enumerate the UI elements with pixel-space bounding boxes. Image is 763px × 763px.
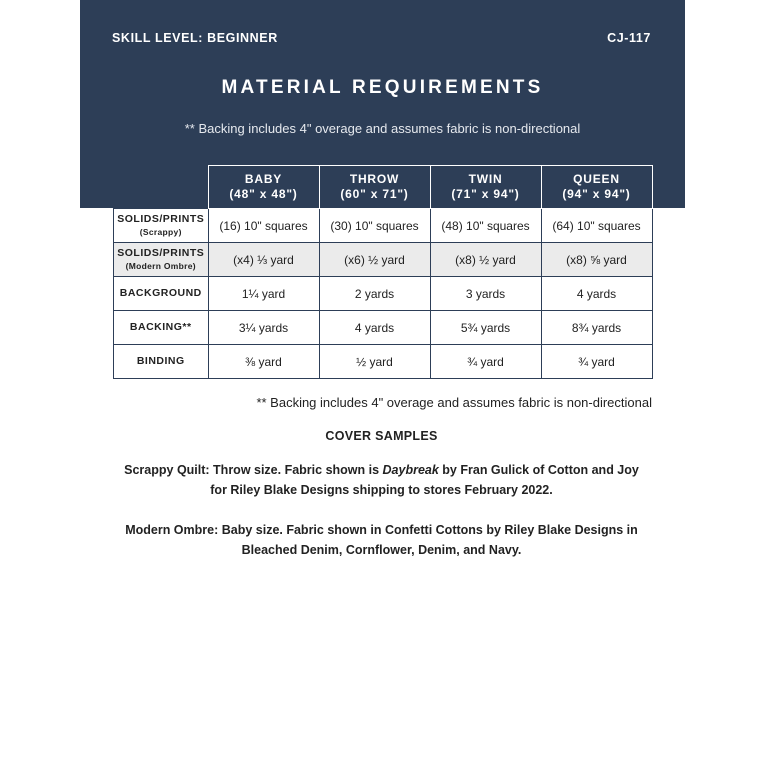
table-cell: 5¾ yards xyxy=(430,311,541,345)
table-cell: 8¾ yards xyxy=(541,311,652,345)
table-cell: 2 yards xyxy=(319,277,430,311)
row-label-sub: (Modern Ombre) xyxy=(125,260,196,271)
table-cell: ¾ yard xyxy=(541,345,652,379)
column-name: THROW xyxy=(349,172,400,186)
table-cell: (x8) ½ yard xyxy=(430,243,541,277)
table-row-binding xyxy=(114,345,653,379)
column-header-throw xyxy=(319,166,430,209)
row-label-sub: (Scrappy) xyxy=(139,226,182,237)
table-cell: 1¼ yard xyxy=(208,277,319,311)
table-cell: (64) 10" squares xyxy=(541,209,652,243)
row-label: BINDING xyxy=(114,345,209,379)
modern-ombre-description: Modern Ombre: Baby size. Fabric shown in Confetti Cottons by Riley Blake Designs in Bleached Denim, Cornflower, Denim, and Navy. xyxy=(125,523,638,557)
table-corner xyxy=(114,166,209,209)
column-dims: (94" x 94") xyxy=(562,187,631,201)
table-cell: (x6) ½ yard xyxy=(319,243,430,277)
table-row-solids-scrappy xyxy=(114,209,653,243)
table-cell: ½ yard xyxy=(319,345,430,379)
table-cell: (48) 10" squares xyxy=(430,209,541,243)
fabric-name: Daybreak xyxy=(382,463,439,477)
table-row-backing xyxy=(114,311,653,345)
table-cell: (x8) ⅝ yard xyxy=(541,243,652,277)
page-title: MATERIAL REQUIREMENTS xyxy=(221,77,544,98)
column-name: QUEEN xyxy=(573,172,620,186)
row-label: BACKGROUND xyxy=(114,277,209,311)
column-dims: (60" x 71") xyxy=(340,187,409,201)
skill-level: SKILL LEVEL: BEGINNER xyxy=(112,31,278,45)
table-cell: 3¼ yards xyxy=(208,311,319,345)
table-cell: ⅜ yard xyxy=(208,345,319,379)
row-label-text: SOLIDS/PRINTS xyxy=(117,246,205,259)
description-text: Scrappy Quilt: Throw size. Fabric shown is xyxy=(124,463,383,477)
backing-note-top: ** Backing includes 4" overage and assumes fabric is non-directional xyxy=(184,121,581,136)
row-label xyxy=(114,243,209,277)
table-cell: (30) 10" squares xyxy=(319,209,430,243)
table-cell: (x4) ⅓ yard xyxy=(208,243,319,277)
backing-footnote: ** Backing includes 4" overage and assumes fabric is non-directional xyxy=(256,395,652,410)
row-label xyxy=(114,209,209,243)
table-cell: 4 yards xyxy=(319,311,430,345)
row-label: BACKING** xyxy=(114,311,209,345)
column-header-queen xyxy=(541,166,652,209)
table-header-row xyxy=(114,166,653,209)
column-name: BABY xyxy=(244,172,283,186)
table-cell: (16) 10" squares xyxy=(208,209,319,243)
material-requirements-table xyxy=(113,165,653,379)
column-header-baby xyxy=(208,166,319,209)
pattern-code: CJ-117 xyxy=(607,31,651,45)
table-cell: 4 yards xyxy=(541,277,652,311)
description-text: by Fran Gulick of Cotton and Joy for Riley Blake Designs shipping to stores February 2022. xyxy=(210,463,639,497)
column-name: TWIN xyxy=(468,172,503,186)
scrappy-quilt-description xyxy=(120,460,643,500)
table-row-background xyxy=(114,277,653,311)
table-row-solids-ombre xyxy=(114,243,653,277)
row-label-text: SOLIDS/PRINTS xyxy=(117,212,205,225)
table-cell: ¾ yard xyxy=(430,345,541,379)
cover-samples-title: COVER SAMPLES xyxy=(325,429,438,443)
column-dims: (48" x 48") xyxy=(229,187,298,201)
column-dims: (71" x 94") xyxy=(451,187,520,201)
column-header-twin xyxy=(430,166,541,209)
table-cell: 3 yards xyxy=(430,277,541,311)
